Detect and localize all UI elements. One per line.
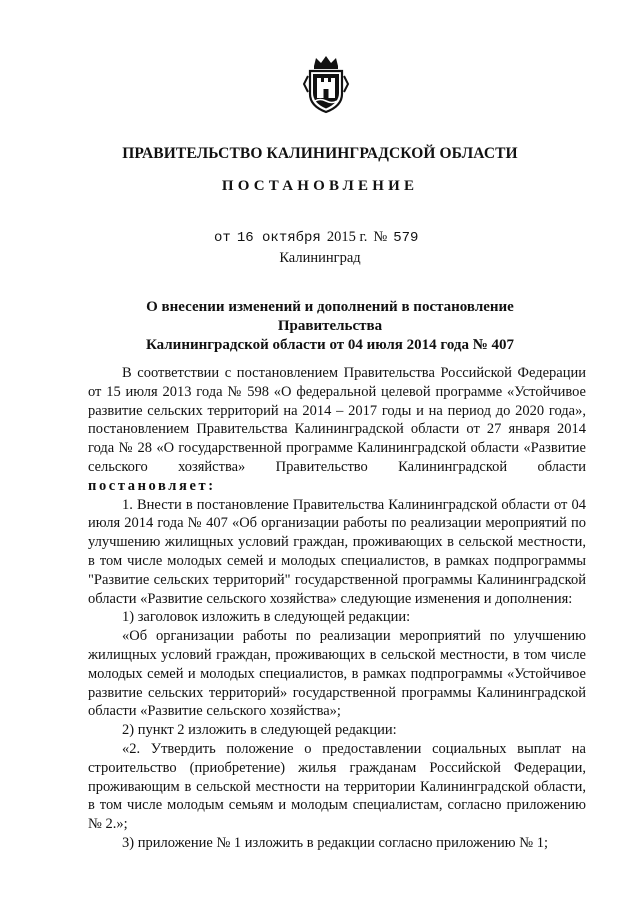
subitem-1: 1) заголовок изложить в следующей редакции: — [122, 609, 411, 626]
document-type: ПОСТАНОВЛЕНИЕ — [221, 178, 419, 194]
date-prefix: от — [214, 230, 231, 246]
subitem-3: 3) приложение № 1 изложить в редакции согласно приложению № 1; — [122, 834, 548, 851]
city: Калининград — [279, 250, 361, 266]
subitem-2: 2) пункт 2 изложить в следующей редакции: — [122, 722, 397, 739]
document-number: 579 — [393, 230, 419, 246]
document-body — [88, 364, 586, 853]
intro-paragraph — [88, 364, 586, 496]
subject-line-1: О внесении изменений и дополнений в постановление Правительства — [146, 299, 514, 334]
subitem-2-text: «2. Утвердить положение о предоставлении социальных выплат на строительство (приобретение) жилья гражданам Российской Федерации, проживающим в сельской местности на территории Калининградской области, в том числе молодым семьям и молодым специалистам, согласно приложению № 2.»; — [88, 740, 586, 833]
government-title: ПРАВИТЕЛЬСТВО КАЛИНИНГРАДСКОЙ ОБЛАСТИ — [122, 145, 518, 162]
number-sign: № — [373, 229, 388, 245]
subitem-1-text: «Об организации работы по реализации мероприятий по улучшению жилищных условий граждан, проживающих в сельской местности, в том числе молодых семей и молодых специалистов, в рамках подпрограммы «Устойчивое развитие сельских территорий» государственной программы Калининградской области «Развитие сельского хозяйства»; — [88, 628, 586, 720]
resolves-word: постановляет: — [88, 477, 216, 494]
date-number-line — [214, 229, 418, 246]
date-year: 2015 г. — [326, 229, 368, 245]
subject-line-2: Калининградской области от 04 июля 2014 года № 407 — [145, 337, 515, 353]
document-subject — [100, 298, 560, 355]
date-day-month: 16 октября — [236, 230, 321, 246]
item-1: 1. Внести в постановление Правительства Калининградской области от 04 июля 2014 года № 407 «Об организации работы по реализации мероприятий по улучшению жилищных условий граждан, проживающих в сельской местности, в том числе молодых семей и молодых специалистов, в рамках подпрограммы "Развитие сельских территорий" государственной программы Калининградской области «Развитие сельского хозяйства» следующие изменения и дополнения: — [88, 496, 586, 607]
kaliningrad-coat-of-arms-icon — [300, 54, 352, 116]
intro-text: В соответствии с постановлением Правительства Российской Федерации от 15 июля 2013 года № 598 «О федеральной целевой программе «Устойчивое развитие сельских территорий на 2014 – 2017 годы и на период до 2020 года», постановлением Правительства Калининградской области от 27 января 2014 года № 28 «О государственной программе Калининградской области «Развитие сельского хозяйства» Правительство Калининградской области — [88, 365, 586, 475]
